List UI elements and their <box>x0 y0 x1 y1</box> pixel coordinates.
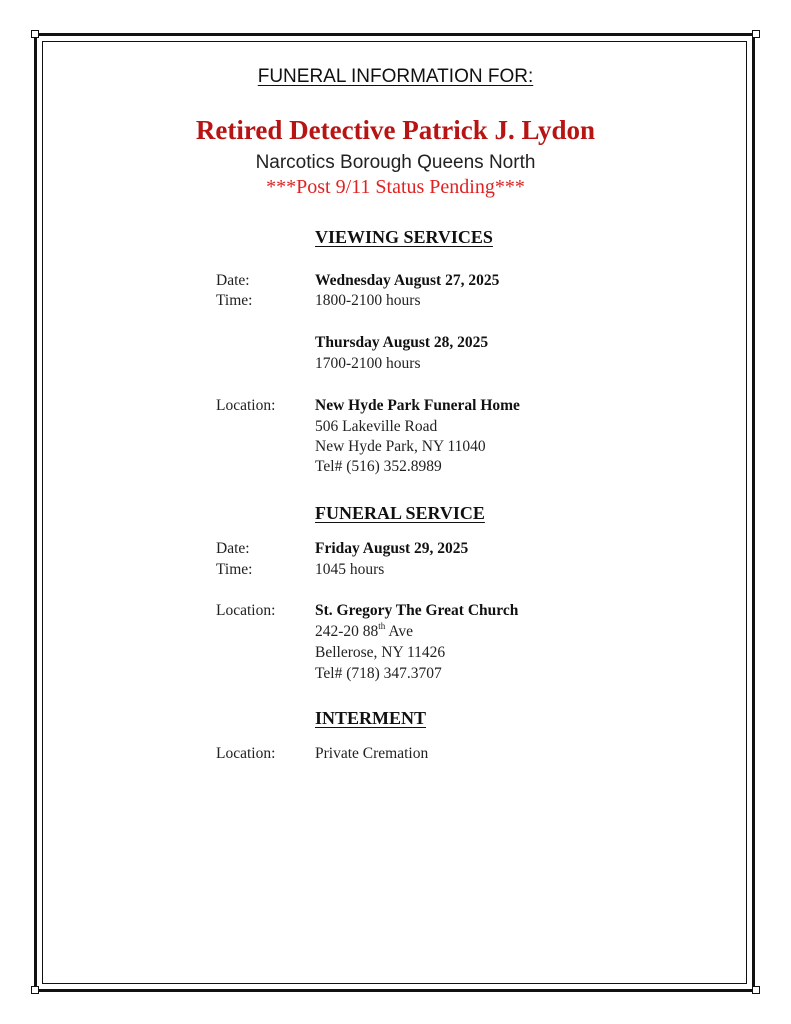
viewing-day2-time: 1700-2100 hours <box>315 355 421 372</box>
interment-location-label: Location: <box>216 745 276 762</box>
viewing-address-line1: 506 Lakeville Road <box>315 418 438 435</box>
border-corner-bottom-right <box>752 986 760 994</box>
interment-heading: INTERMENT <box>315 708 427 728</box>
viewing-day1-time: 1800-2100 hours <box>315 292 421 309</box>
header-label-colon: : <box>527 66 534 87</box>
viewing-day1-date: Wednesday August 27, 2025 <box>315 272 500 289</box>
header-label-text: FUNERAL INFORMATION FOR <box>257 66 528 87</box>
funeral-address-line2: Bellerose, NY 11426 <box>315 644 446 661</box>
viewing-date-label: Date: <box>216 272 250 289</box>
interment-location: Private Cremation <box>315 745 429 762</box>
funeral-time: 1045 hours <box>315 561 385 578</box>
funeral-time-label: Time: <box>216 561 253 578</box>
viewing-time-label: Time: <box>216 292 253 309</box>
viewing-heading: VIEWING SERVICES <box>315 227 493 247</box>
funeral-phone: Tel# (718) 347.3707 <box>315 665 442 682</box>
funeral-heading: FUNERAL SERVICE <box>315 503 485 523</box>
border-corner-top-left <box>31 30 39 38</box>
funeral-date-label: Date: <box>216 540 250 557</box>
deceased-unit: Narcotics Borough Queens North <box>255 152 536 173</box>
funeral-date: Friday August 29, 2025 <box>315 540 469 557</box>
funeral-address-street-number: 242-20 88 <box>315 623 379 640</box>
viewing-venue: New Hyde Park Funeral Home <box>315 397 520 414</box>
viewing-day2-date: Thursday August 28, 2025 <box>315 334 489 351</box>
border-corner-top-right <box>752 30 760 38</box>
funeral-location-label: Location: <box>216 602 276 619</box>
border-corner-bottom-left <box>31 986 39 994</box>
funeral-address-ordinal: th <box>378 621 386 631</box>
funeral-address-line1 <box>315 623 413 641</box>
status-notice: ***Post 9/11 Status Pending*** <box>266 176 525 198</box>
deceased-name: Retired Detective Patrick J. Lydon <box>195 115 596 145</box>
header-label <box>0 66 791 88</box>
viewing-location-label: Location: <box>216 397 276 414</box>
funeral-venue: St. Gregory The Great Church <box>315 602 519 619</box>
viewing-phone: Tel# (516) 352.8989 <box>315 458 442 475</box>
funeral-address-street-suffix: Ave <box>385 623 414 640</box>
viewing-address-line2: New Hyde Park, NY 11040 <box>315 438 486 455</box>
